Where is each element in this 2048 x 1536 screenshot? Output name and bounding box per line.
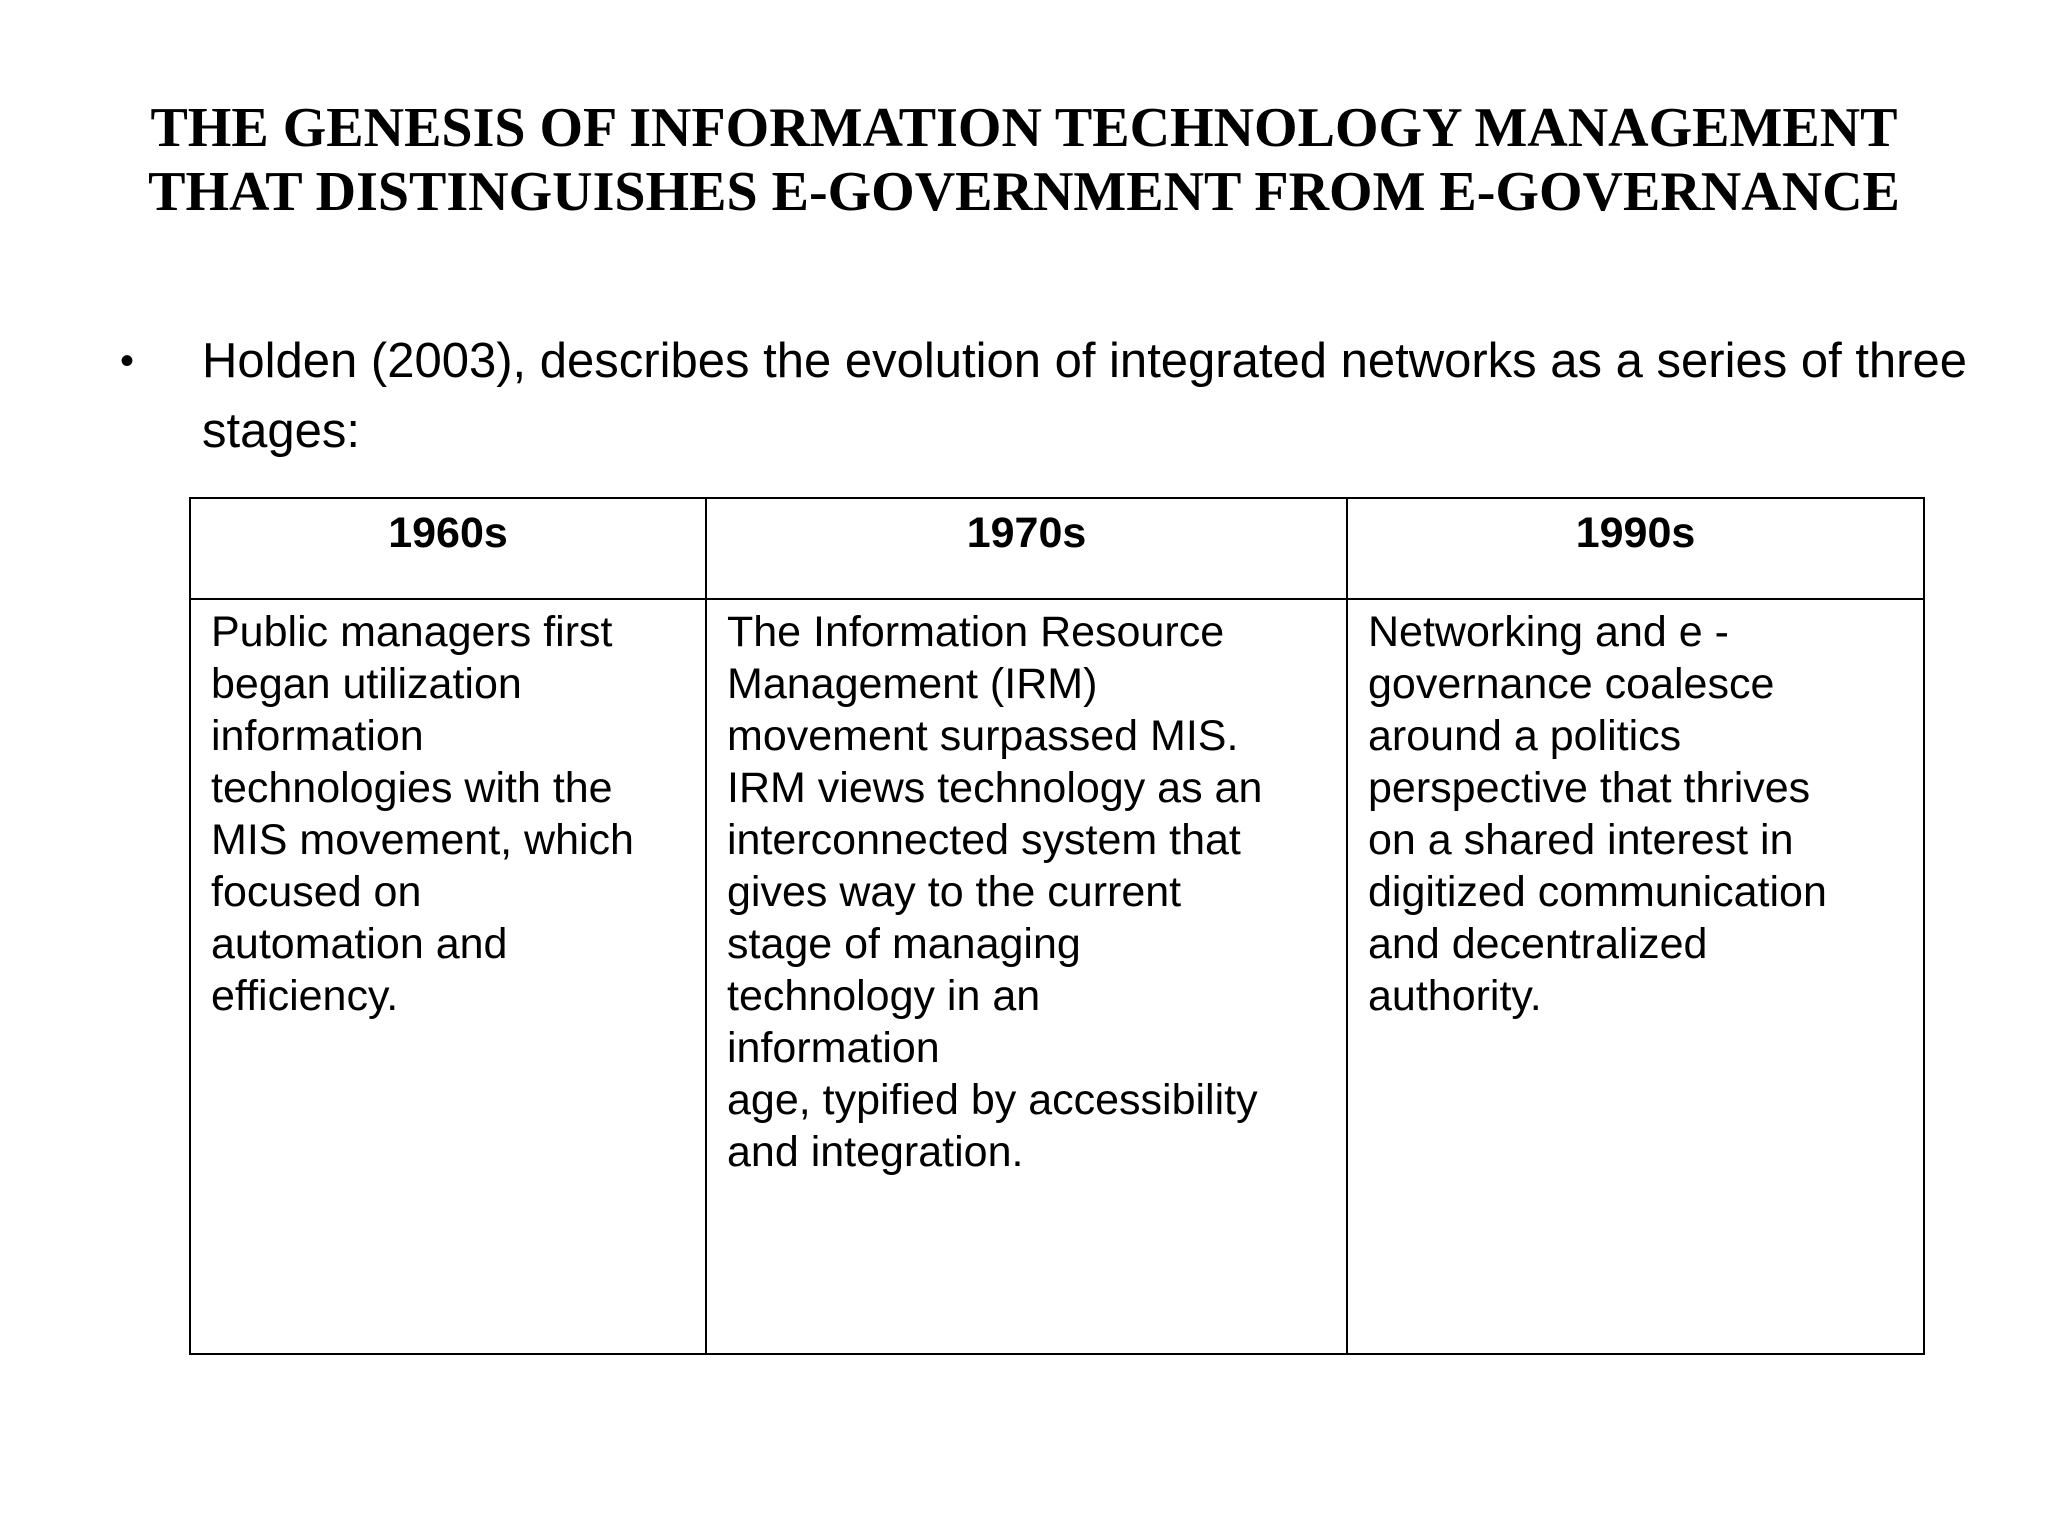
header-1970s: 1970s	[706, 498, 1347, 599]
slide-title-line-1: THE GENESIS OF INFORMATION TECHNOLOGY MANAGEMENT	[150, 97, 1898, 159]
table-header-row	[190, 498, 1924, 599]
bullet-marker: •	[120, 339, 135, 383]
slide-title	[0, 96, 2048, 224]
header-1960s: 1960s	[190, 498, 706, 599]
bullet-text: Holden (2003), describes the evolution of integrated networks as a series of three stages:	[202, 334, 1968, 458]
cell-1970s: The Information Resource Management (IRM) movement surpassed MIS. IRM views technology as an interconnected system that gives way to the current stage of managing technology in an information age, typified by accessibility and integration.	[706, 599, 1347, 1354]
header-1990s: 1990s	[1347, 498, 1924, 599]
cell-1990s: Networking and e - governance coalesce around a politics perspective that thrives on a shared interest in digitized communication and decentralized authority.	[1347, 599, 1924, 1354]
table-row	[190, 599, 1924, 1354]
cell-1960s: Public managers first began utilization information technologies with the MIS movement, which focused on automation and efficiency.	[190, 599, 706, 1354]
slide-title-line-2: THAT DISTINGUISHES E-GOVERNMENT FROM E-GOVERNANCE	[148, 161, 1900, 223]
stages-table	[189, 497, 1925, 1355]
